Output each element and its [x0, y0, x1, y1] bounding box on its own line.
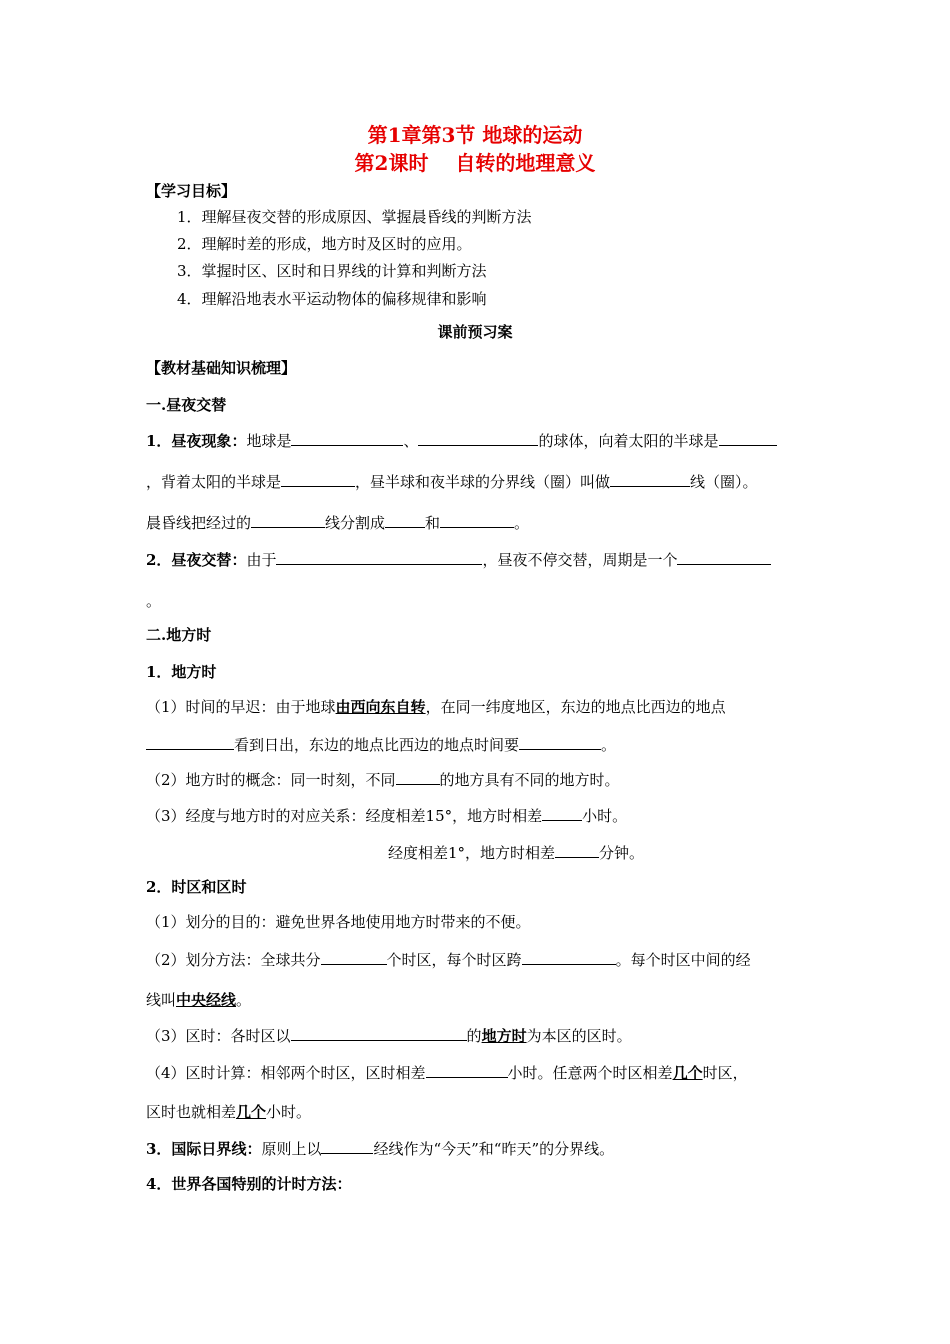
- goal-item-1: 1．理解昼夜交替的形成原因、掌握晨昏线的判断方法: [177, 208, 532, 226]
- s1-p1-line-1: 1．昼夜现象：地球是 、 的球体，向着太阳的半球是: [146, 430, 777, 451]
- s2-l1-line-2: 看到日出，东边的地点比西边的地点时间要 。: [146, 734, 616, 755]
- s2-sub-1: 1．地方时: [146, 663, 217, 681]
- blank-field[interactable]: [321, 949, 387, 965]
- emphasis-text: 地方时: [481, 1027, 527, 1045]
- s1-p2-line-2: 。: [146, 592, 162, 610]
- s1-p2-line-1: 2．昼夜交替：由于 ，昼夜不停交替，周期是一个: [146, 549, 771, 570]
- blank-field[interactable]: [677, 549, 771, 565]
- s2-sub-3-label: 3．国际日界线：: [146, 1140, 262, 1158]
- blank-field[interactable]: [426, 1062, 508, 1078]
- s1-p1-label: 1．昼夜现象：: [146, 432, 247, 450]
- blank-field[interactable]: [610, 471, 690, 487]
- blank-field[interactable]: [291, 430, 403, 446]
- s2-t3: （3）区时：各时区以 的地方时为本区的区时。: [146, 1027, 632, 1045]
- s1-p1-line-3: 晨昏线把经过的 线分割成 和 。: [146, 514, 530, 532]
- s2-l1-line-1: （1）时间的早迟：由于地球由西向东自转，在同一纬度地区，东边的地点比西边的地点: [146, 698, 726, 716]
- s1-p1-line-2: ，背着太阳的半球是 ，昼半球和夜半球的分界线（圈）叫做 线（圈）。: [146, 473, 758, 491]
- s2-sub-2: 2．时区和区时: [146, 878, 247, 896]
- s2-l2: （2）地方时的概念：同一时刻，不同 的地方具有不同的地方时。: [146, 771, 620, 789]
- emphasis-text: 几个: [672, 1064, 703, 1082]
- preview-title: 课前预习案: [437, 323, 513, 341]
- blank-field[interactable]: [281, 471, 355, 487]
- s2-sub-4: 4．世界各国特别的计时方法：: [146, 1175, 352, 1193]
- knowledge-heading: 【教材基础知识梳理】: [146, 359, 297, 377]
- blank-field[interactable]: [542, 805, 582, 821]
- blank-field[interactable]: [321, 1138, 373, 1154]
- blank-field[interactable]: [418, 430, 538, 446]
- goal-item-4: 4．理解沿地表水平运动物体的偏移规律和影响: [177, 290, 487, 308]
- s2-t2-line-2: 线叫中央经线。: [146, 991, 252, 1009]
- s1-p2-label: 2．昼夜交替：: [146, 551, 247, 569]
- blank-field[interactable]: [719, 430, 777, 446]
- blank-field[interactable]: [522, 949, 616, 965]
- emphasis-text: 中央经线: [176, 991, 237, 1009]
- s2-t4-line-1: （4）区时计算：相邻两个时区，区时相差 小时。任意两个时区相差几个时区，: [146, 1064, 748, 1082]
- goals-heading: 【学习目标】: [146, 182, 237, 200]
- s2-t4-line-2: 区时也就相差几个小时。: [146, 1103, 312, 1121]
- blank-field[interactable]: [276, 549, 482, 565]
- blank-field[interactable]: [385, 512, 425, 528]
- emphasis-text: 几个: [236, 1103, 267, 1121]
- s2-sub-3: 3．国际日界线：原则上以 经线作为“今天”和“昨天”的分界线。: [146, 1140, 615, 1158]
- section-1-heading: 一.昼夜交替: [146, 396, 227, 414]
- section-2-heading: 二.地方时: [146, 626, 212, 644]
- blank-field[interactable]: [146, 734, 234, 750]
- s2-l3-line-2: 经度相差1°，地方时相差 分钟。: [388, 844, 645, 862]
- s2-l3-line-1: （3）经度与地方时的对应关系：经度相差15°，地方时相差 小时。: [146, 807, 628, 825]
- blank-field[interactable]: [440, 512, 514, 528]
- title-line-1: 第1章第3节 地球的运动: [367, 123, 583, 147]
- s2-t2-line-1: （2）划分方法：全球共分 个时区，每个时区跨 。每个时区中间的经: [146, 951, 751, 969]
- goal-item-2: 2．理解时差的形成，地方时及区时的应用。: [177, 235, 472, 253]
- title-line-2: 第2课时 自转的地理意义: [354, 151, 596, 175]
- emphasis-text: 由西向东自转: [335, 698, 426, 716]
- s2-t1: （1）划分的目的：避免世界各地使用地方时带来的不便。: [146, 913, 531, 931]
- blank-field[interactable]: [291, 1025, 467, 1041]
- blank-field[interactable]: [396, 769, 440, 785]
- blank-field[interactable]: [555, 842, 599, 858]
- goal-item-3: 3．掌握时区、区时和日界线的计算和判断方法: [177, 262, 487, 280]
- blank-field[interactable]: [519, 734, 601, 750]
- blank-field[interactable]: [251, 512, 325, 528]
